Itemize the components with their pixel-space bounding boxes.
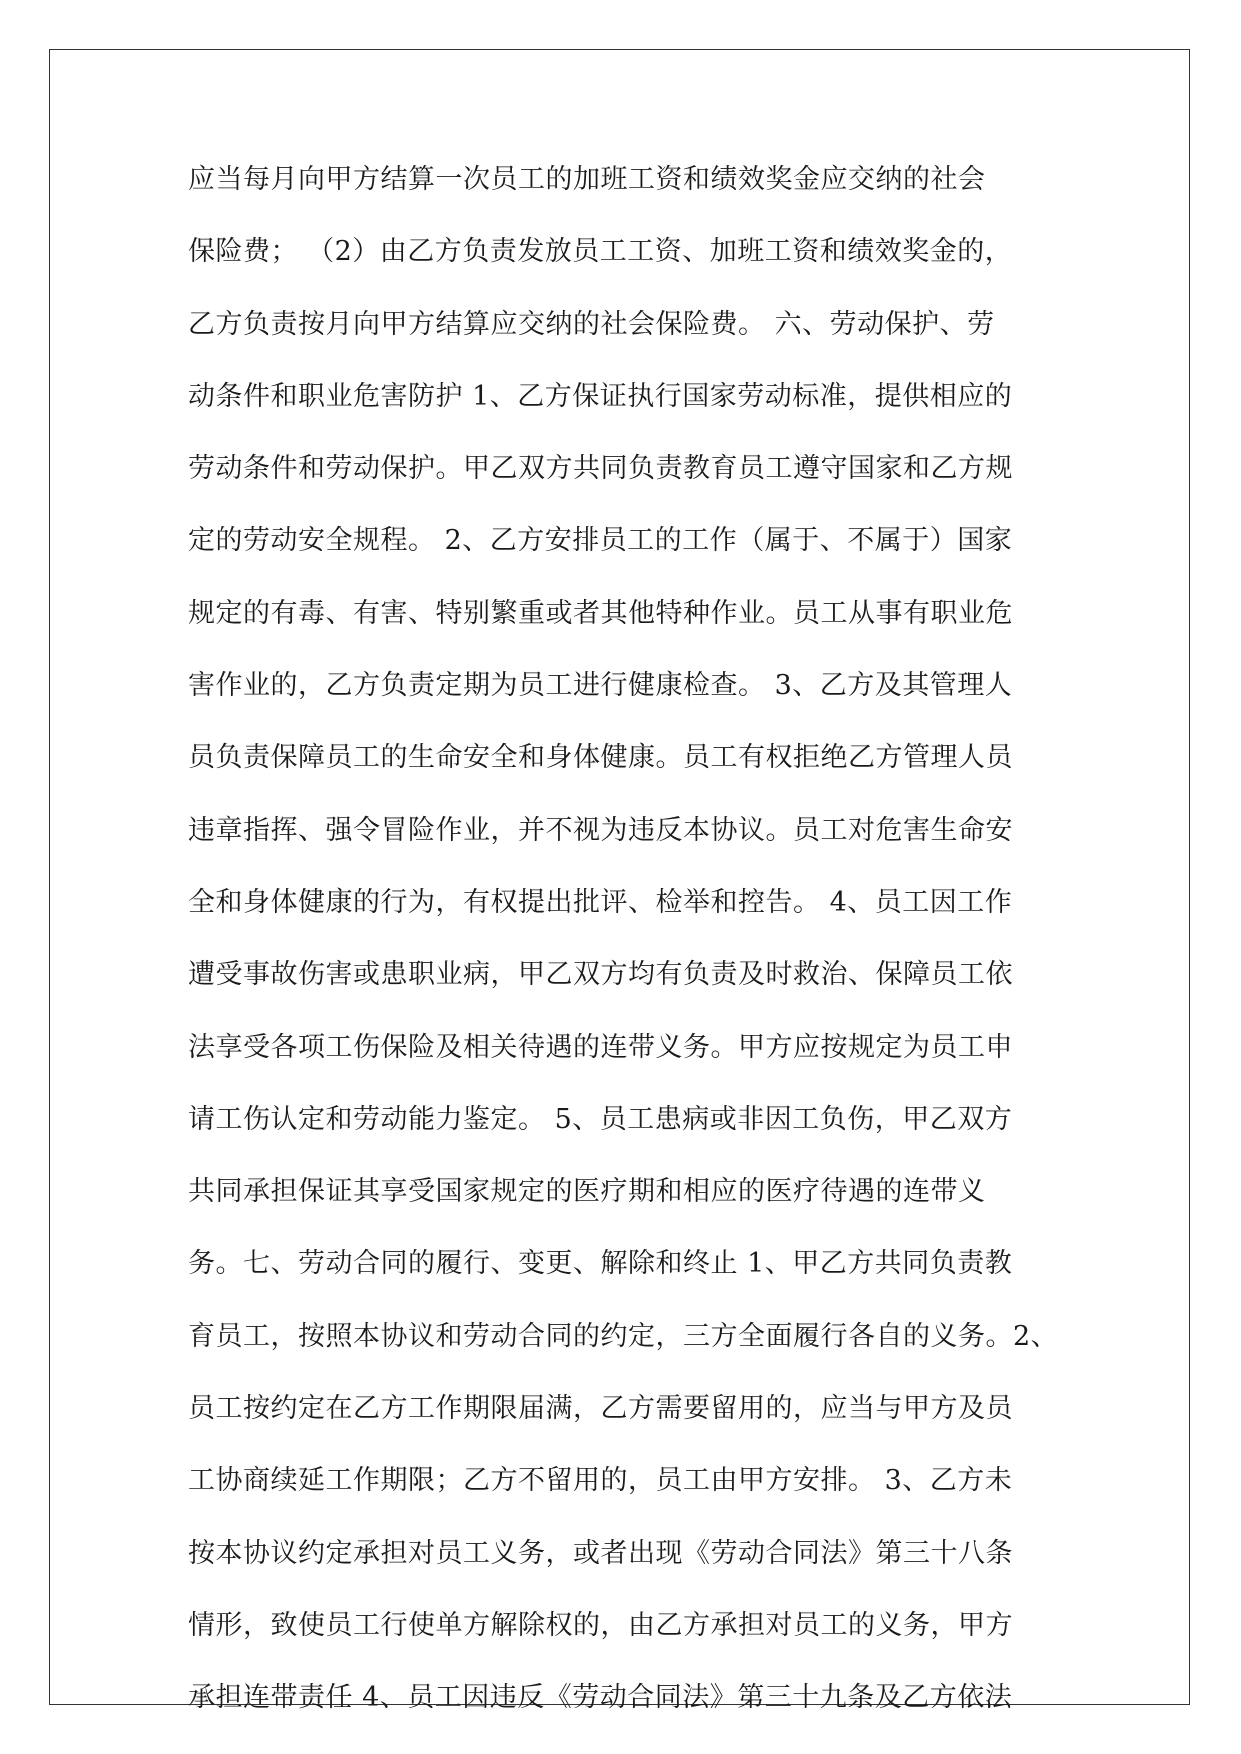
text-line: 规定的有毒、有害、特别繁重或者其他特种作业。员工从事有职业危: [188, 597, 1013, 629]
text-line: 违章指挥、强令冒险作业，并不视为违反本协议。员工对危害生命安: [188, 814, 1013, 846]
text-line: 育员工，按照本协议和劳动合同的约定，三方全面履行各自的义务。2、: [188, 1320, 1059, 1352]
text-line: 法享受各项工伤保险及相关待遇的连带义务。甲方应按规定为员工申: [188, 1031, 1013, 1063]
text-line: 员负责保障员工的生命安全和身体健康。员工有权拒绝乙方管理人员: [188, 742, 1013, 774]
text-line: 劳动条件和劳动保护。甲乙双方共同负责教育员工遵守国家和乙方规: [188, 453, 1013, 485]
text-line: 务。七、劳动合同的履行、变更、解除和终止 1、甲乙方共同负责教: [188, 1248, 1013, 1280]
text-line: 承担连带责任 4、员工因违反《劳动合同法》第三十九条及乙方依法: [188, 1682, 1013, 1714]
text-line: 遭受事故伤害或患职业病，甲乙双方均有负责及时救治、保障员工依: [188, 959, 1013, 991]
text-line: 请工伤认定和劳动能力鉴定。 5、员工患病或非因工负伤，甲乙双方: [188, 1103, 1013, 1135]
text-line: 应当每月向甲方结算一次员工的加班工资和绩效奖金应交纳的社会: [188, 164, 986, 195]
text-line: 员工按约定在乙方工作期限届满，乙方需要留用的，应当与甲方及员: [188, 1393, 1013, 1425]
document-body: [188, 160, 1068, 1751]
text-line: 乙方负责按月向甲方结算应交纳的社会保险费。 六、劳动保护、劳: [188, 308, 995, 340]
text-line: 全和身体健康的行为，有权提出批评、检举和控告。 4、员工因工作: [188, 886, 1013, 918]
text-line: 工协商续延工作期限；乙方不留用的，员工由甲方安排。 3、乙方未: [188, 1465, 1013, 1497]
text-line: 害作业的，乙方负责定期为员工进行健康检查。 3、乙方及其管理人: [188, 670, 1013, 702]
text-line: 按本协议约定承担对员工义务，或者出现《劳动合同法》第三十八条: [188, 1537, 1013, 1569]
text-line: 定的劳动安全规程。 2、乙方安排员工的工作（属于、不属于）国家: [188, 525, 1013, 557]
text-line: 保险费； （2）由乙方负责发放员工工资、加班工资和绩效奖金的，: [188, 236, 1013, 268]
text-line: 情形，致使员工行使单方解除权的，由乙方承担对员工的义务，甲方: [188, 1609, 1013, 1641]
text-line: 动条件和职业危害防护 1、乙方保证执行国家劳动标准，提供相应的: [188, 380, 1013, 412]
text-line: 共同承担保证其享受国家规定的医疗期和相应的医疗待遇的连带义: [188, 1176, 986, 1208]
